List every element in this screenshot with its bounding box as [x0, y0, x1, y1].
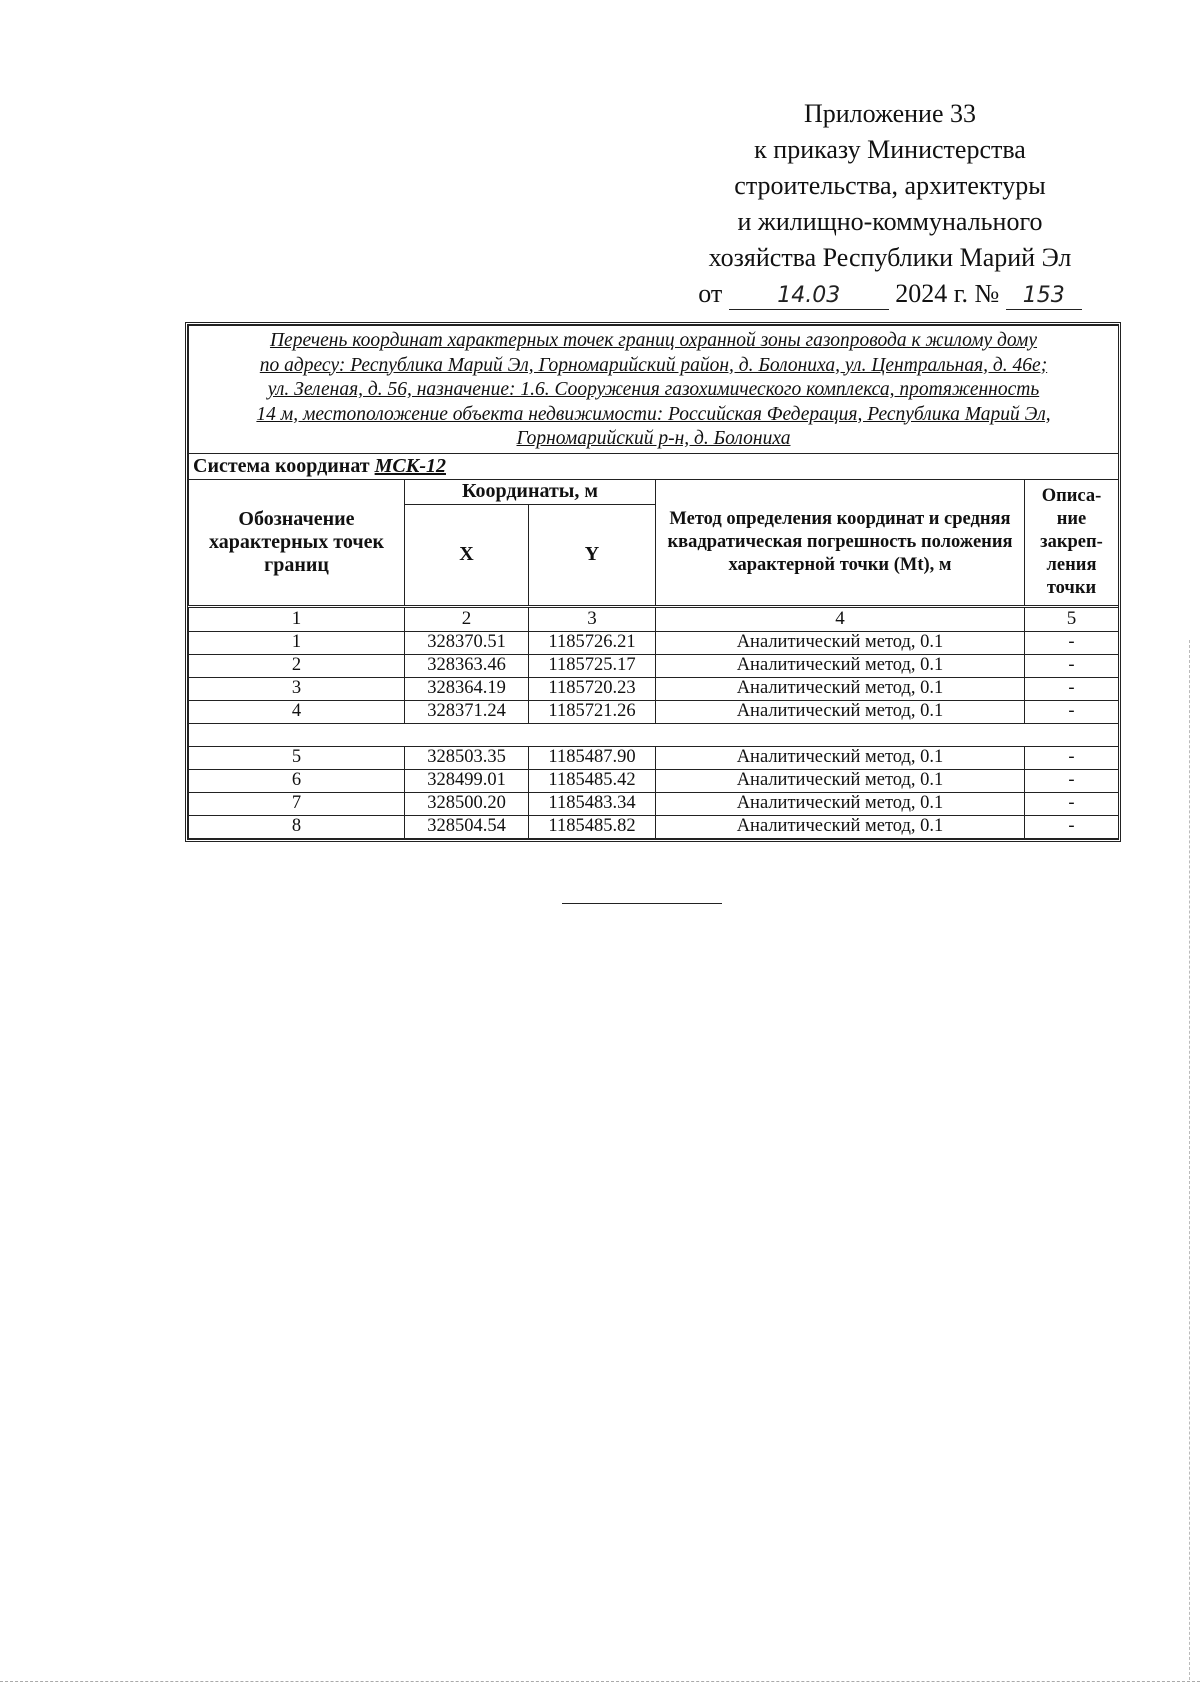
scan-edge-right [1189, 640, 1190, 1680]
header-line-housing: и жилищно-коммунального [737, 207, 1043, 236]
scan-edge-bottom [0, 1681, 1200, 1682]
method-cell: Аналитический метод, 0.1 [656, 677, 1025, 700]
y-cell: 1185485.82 [529, 815, 656, 838]
description-cell: - [1025, 700, 1119, 723]
point-cell: 6 [189, 769, 405, 792]
caption-line: Перечень координат характерных точек границ охранной зоны газопровода к жилому дому [269, 330, 1038, 351]
coordinates-table [188, 325, 1119, 839]
header-x: X [405, 504, 529, 606]
description-cell: - [1025, 654, 1119, 677]
x-cell: 328364.19 [405, 677, 529, 700]
y-cell: 1185483.34 [529, 792, 656, 815]
method-cell: Аналитический метод, 0.1 [656, 769, 1025, 792]
coordinate-system-name: МСК-12 [374, 454, 446, 477]
separator-cell [189, 723, 1119, 746]
column-numbers-row [189, 606, 1119, 631]
method-cell: Аналитический метод, 0.1 [656, 631, 1025, 654]
table-row [189, 815, 1119, 838]
description-cell: - [1025, 792, 1119, 815]
year-number-label: 2024 г. № [895, 279, 1000, 308]
column-number: 3 [529, 606, 656, 631]
column-number: 1 [189, 606, 405, 631]
table-row [189, 631, 1119, 654]
description-cell: - [1025, 631, 1119, 654]
header-y: Y [529, 504, 656, 606]
header-line-appendix: Приложение 33 [803, 99, 977, 128]
column-number: 4 [656, 606, 1025, 631]
table-row [189, 746, 1119, 769]
x-cell: 328499.01 [405, 769, 529, 792]
description-cell: - [1025, 815, 1119, 838]
y-cell: 1185720.23 [529, 677, 656, 700]
x-cell: 328371.24 [405, 700, 529, 723]
table-caption [189, 326, 1119, 454]
method-cell: Аналитический метод, 0.1 [656, 792, 1025, 815]
point-cell: 3 [189, 677, 405, 700]
y-cell: 1185725.17 [529, 654, 656, 677]
description-cell: - [1025, 677, 1119, 700]
coordinate-system-row [189, 453, 1119, 479]
caption-line: 14 м, местоположение объекта недвижимости: Российская Федерация, Республика Марий Эл, [256, 403, 1051, 425]
method-cell: Аналитический метод, 0.1 [656, 746, 1025, 769]
coordinate-system-label: Система координат [193, 454, 370, 477]
table-row [189, 677, 1119, 700]
table-row [189, 769, 1119, 792]
header-line-order: к приказу Министерства [754, 135, 1026, 164]
x-cell: 328370.51 [405, 631, 529, 654]
handwritten-order-number: 153 [1006, 283, 1082, 310]
point-cell: 5 [189, 746, 405, 769]
header-line-ministry: строительства, архитектуры [734, 171, 1046, 200]
from-label: от [698, 279, 723, 308]
caption-line: по адресу: Республика Марий Эл, Горномарийский район, д. Болониха, ул. Центральная, д. 46е; [259, 354, 1048, 376]
description-cell: - [1025, 746, 1119, 769]
table-row [189, 700, 1119, 723]
caption-line: ул. Зеленая, д. 56, назначение: 1.6. Сооружения газохимического комплекса, протяженность [267, 379, 1040, 400]
header-line-republic: хозяйства Республики Марий Эл [708, 243, 1072, 272]
method-cell: Аналитический метод, 0.1 [656, 654, 1025, 677]
point-cell: 7 [189, 792, 405, 815]
handwritten-date: 14.03 [729, 283, 889, 310]
column-number: 5 [1025, 606, 1119, 631]
header-method: Метод определения координат и средняя квадратическая погрешность положения характерной точки (Mt), м [656, 479, 1025, 606]
x-cell: 328503.35 [405, 746, 529, 769]
point-cell: 8 [189, 815, 405, 838]
end-of-document-rule [562, 903, 722, 904]
x-cell: 328504.54 [405, 815, 529, 838]
method-cell: Аналитический метод, 0.1 [656, 700, 1025, 723]
description-cell: - [1025, 769, 1119, 792]
separator-row [189, 723, 1119, 746]
y-cell: 1185487.90 [529, 746, 656, 769]
header-point-designation: Обозначение характерных точек границ [189, 479, 405, 606]
order-date-number-line [680, 276, 1100, 312]
point-cell: 2 [189, 654, 405, 677]
x-cell: 328363.46 [405, 654, 529, 677]
table-row [189, 654, 1119, 677]
point-cell: 1 [189, 631, 405, 654]
point-cell: 4 [189, 700, 405, 723]
coordinates-table-frame [185, 322, 1121, 842]
column-number: 2 [405, 606, 529, 631]
table-row [189, 792, 1119, 815]
header-description: Описа-ние закреп-ления точки [1025, 479, 1119, 606]
caption-line: Горномарийский р-н, д. Болониха [516, 428, 791, 449]
y-cell: 1185485.42 [529, 769, 656, 792]
x-cell: 328500.20 [405, 792, 529, 815]
y-cell: 1185726.21 [529, 631, 656, 654]
y-cell: 1185721.26 [529, 700, 656, 723]
appendix-header [680, 96, 1100, 312]
header-coordinates: Координаты, м [405, 479, 656, 504]
method-cell: Аналитический метод, 0.1 [656, 815, 1025, 838]
